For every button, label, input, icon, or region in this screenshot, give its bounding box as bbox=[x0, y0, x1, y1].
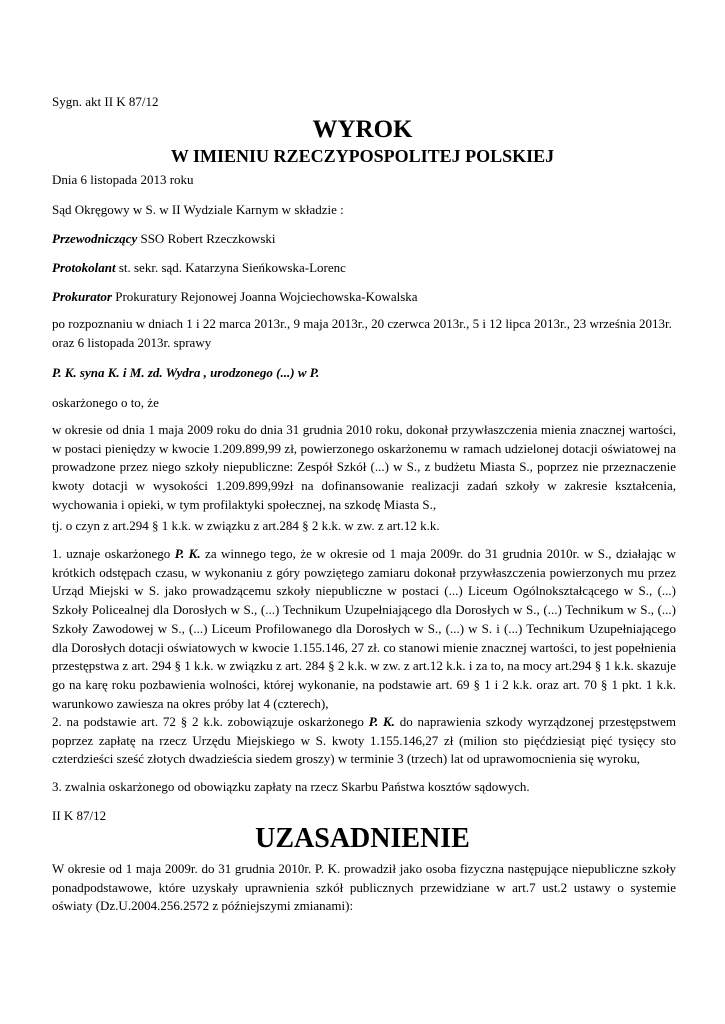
verdict-point-3: 3. zwalnia oskarżonego od obowiązku zapłaty na rzecz Skarbu Państwa kosztów sądowych. bbox=[52, 779, 530, 794]
chair-name: SSO Robert Rzeczkowski bbox=[140, 231, 276, 246]
justification-title: UZASADNIENIE bbox=[255, 823, 470, 854]
verdict-point-2-text: do naprawienia szkody wyrządzonej przestępstwem poprzez zapłatę na rzecz Urzędu Miejskiego w S. kwoty 1.155.146,27 zł (milion sto pięćdziesiąt pięć tysięcy sto czterdzieści sześć złotych dwadzieścia siedem groszy) w terminie 3 (trzech) lat od uprawomocnienia się wyroku, bbox=[52, 714, 676, 767]
court-composition: Sąd Okręgowy w S. w II Wydziale Karnym w składzie : bbox=[52, 202, 344, 217]
panel-prosecutor bbox=[52, 288, 418, 305]
panel-chair bbox=[52, 230, 276, 247]
prosecutor-name: Prokuratury Rejonowej Joanna Wojciechowska-Kowalska bbox=[115, 289, 418, 304]
charge-description: w okresie od dnia 1 maja 2009 roku do dnia 31 grudnia 2010 roku, dokonał przywłaszczenia mienia znacznej wartości, w postaci pieniędzy w kwocie 1.209.899,99 zł, powierzonego oskarżonemu w ramach udzielonej dotacji oświatowej na prowadzone przez niego szkoły niepubliczne: Zespół Szkół (...) w S., z budżetu Miasta S., poprzez nie przeznaczenie kwoty dotacji w wysokości 1.209.899,99zł na dofinansowanie realizacji zadań szkoły w zakresie kształcenia, wychowania i opieki, w tym profilaktyki społecznej, na szkodę Miasta S., bbox=[52, 422, 676, 512]
verdict-subtitle: W IMIENIU RZECZYPOSPOLITEJ POLSKIEJ bbox=[170, 146, 555, 166]
verdict-point-1-lead: 1. uznaje oskarżonego bbox=[52, 546, 175, 561]
prosecutor-label: Prokurator bbox=[52, 289, 112, 304]
justification-text: W okresie od 1 maja 2009r. do 31 grudnia 2010r. P. K. prowadził jako osoba fizyczna następujące niepubliczne szkoły ponadpodstawowe, które uzyskały uprawnienia szkół publicznych przewidziane w art.7 ust.2 ustawy o systemie oświaty (Dz.U.2004.256.2572 z późniejszymi zmianami): bbox=[52, 861, 676, 914]
case-reference: Sygn. akt II K 87/12 bbox=[52, 94, 159, 109]
defendant-name: P. K. syna K. i M. zd. Wydra , urodzonego (...) w P. bbox=[52, 365, 320, 380]
clerk-name: st. sekr. sąd. Katarzyna Sieńkowska-Lorenc bbox=[118, 260, 346, 275]
clerk-label: Protokolant bbox=[52, 260, 116, 275]
verdict-title: WYROK bbox=[312, 116, 413, 143]
verdict-date: Dnia 6 listopada 2013 roku bbox=[52, 172, 194, 187]
justification-case-reference: II K 87/12 bbox=[52, 808, 107, 823]
accused-intro: oskarżonego o to, że bbox=[52, 395, 159, 410]
hearing-dates: po rozpoznaniu w dniach 1 i 22 marca 2013r., 9 maja 2013r., 20 czerwca 2013r., 5 i 12 lipca 2013r., 23 września 2013r. oraz 6 listopada 2013r. sprawy bbox=[52, 316, 672, 350]
verdict-point-1-text: za winnego tego, że w okresie od 1 maja 2009r. do 31 grudnia 2010r. w S., działając w krótkich odstępach czasu, w wykonaniu z góry powziętego zamiaru dokonał przywłaszczenia powierzonych mu przez Urząd Miejski w S. jako prowadzącemu szkoły niepubliczne w postaci (...) Liceum Ogólnokształcącego w S., (...) Szkoły Policealnej dla Dorosłych w S., (...) Technikum Uzupełniającego dla Dorosłych w S., (...) Technikum w S., (...) Szkoły Zawodowej w S., (...) Liceum Profilowanego dla Dorosłych w S., (...) w S. i (...) Technikum Uzupełniającego dla Dorosłych dotacji oświatowych w kwocie 1.155.146, 27 zł. co stanowi mienie znacznej wartości, to jest popełnienia przestępstwa z art. 294 § 1 k.k. w związku z art. 284 § 2 k.k. w zw. z art.12 k.k. i za to, na mocy art.294 § 1 k.k. skazuje go na karę roku pozbawienia wolności, której wykonanie, na podstawie art. 69 § 1 i 2 k.k. oraz art. 70 § 1 pkt. 1 k.k. warunkowo zawiesza na okres próby lat 4 (czterech), bbox=[52, 546, 676, 711]
verdict-point-2-defendant: P. K. bbox=[368, 714, 395, 729]
verdict-point-1 bbox=[52, 545, 676, 713]
panel-clerk bbox=[52, 259, 346, 276]
verdict-point-1-defendant: P. K. bbox=[174, 546, 201, 561]
legal-basis: tj. o czyn z art.294 § 1 k.k. w związku z art.284 § 2 k.k. w zw. z art.12 k.k. bbox=[52, 518, 440, 533]
chair-label: Przewodniczący bbox=[52, 231, 138, 246]
verdict-point-2 bbox=[52, 713, 676, 769]
verdict-point-2-lead: 2. na podstawie art. 72 § 2 k.k. zobowiązuje oskarżonego bbox=[52, 714, 369, 729]
